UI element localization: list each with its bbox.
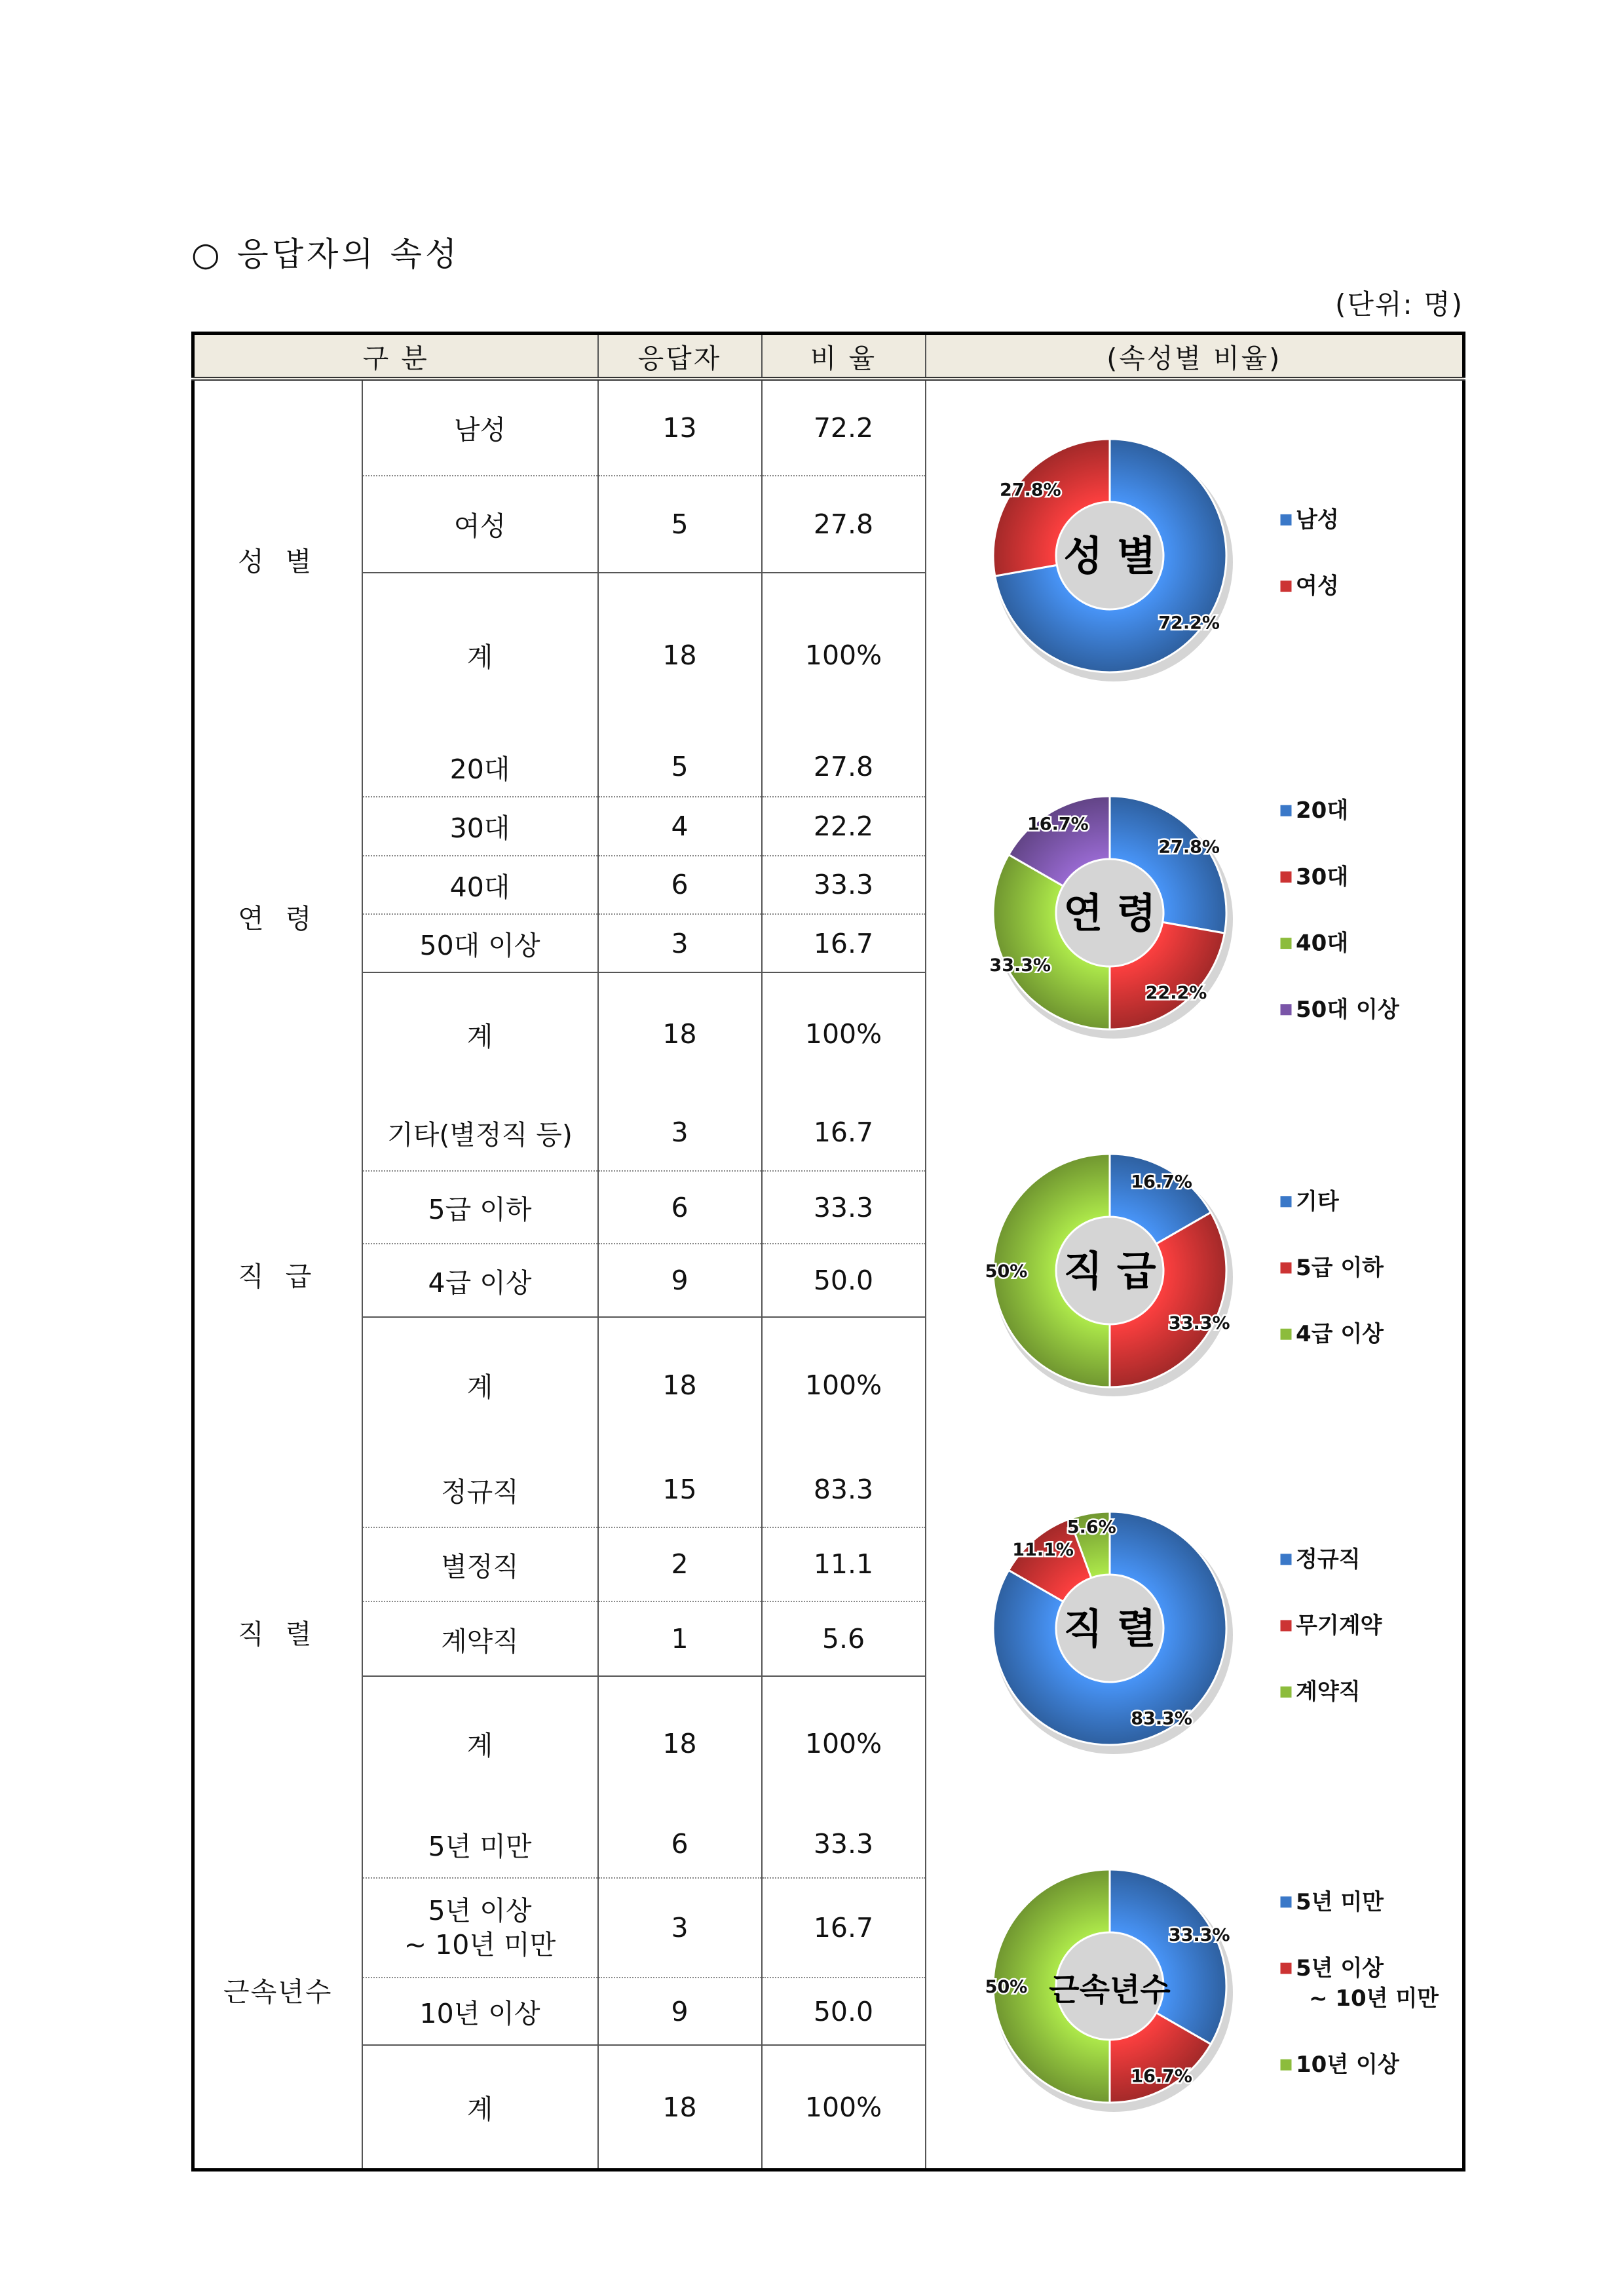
legend-swatch [1280, 1328, 1292, 1340]
row-ratio: 83.3 [762, 1453, 926, 1527]
legend-label: 10년 이상 [1295, 2052, 1399, 2078]
total-label: 계 [362, 2045, 598, 2170]
legend-label: 20대 [1295, 797, 1348, 824]
legend-label: 여성 [1295, 573, 1339, 600]
donut-data-label: 22.2% [1145, 983, 1207, 1004]
row-count: 13 [598, 379, 762, 476]
row-label: 별정직 [362, 1527, 598, 1602]
legend-swatch [1280, 1554, 1292, 1565]
total-ratio: 100% [762, 573, 926, 737]
row-count: 3 [598, 914, 762, 972]
total-count: 18 [598, 1317, 762, 1453]
row-ratio: 16.7 [762, 1878, 926, 1978]
donut-data-label: 33.3% [1168, 1313, 1230, 1334]
legend-label: 남성 [1295, 507, 1339, 533]
row-label: 5년 미만 [362, 1810, 598, 1878]
row-ratio: 22.2 [762, 797, 926, 855]
respondent-attributes-table [191, 332, 1465, 2172]
legend-swatch [1280, 514, 1292, 526]
row-label: 남성 [362, 379, 598, 476]
table-row [193, 379, 1464, 476]
table-row [193, 1810, 1464, 1878]
header-category: 구 분 [193, 334, 598, 379]
row-label: 20대 [362, 737, 598, 797]
table-header-row [193, 334, 1464, 379]
chart-cell-gender [926, 379, 1464, 737]
legend-swatch [1280, 938, 1292, 949]
row-ratio: 27.8 [762, 737, 926, 797]
row-ratio: 33.3 [762, 1171, 926, 1244]
row-count: 6 [598, 1810, 762, 1878]
row-label-line: 5년 이상 [428, 1895, 532, 1927]
legend-swatch [1280, 581, 1292, 592]
row-count: 6 [598, 856, 762, 914]
legend-swatch [1280, 1686, 1292, 1698]
legend-label: 40대 [1295, 930, 1348, 957]
total-label: 계 [362, 972, 598, 1095]
donut-data-label: 83.3% [1131, 1708, 1192, 1729]
chart-cell-job-series [926, 1453, 1464, 1810]
total-count: 18 [598, 573, 762, 737]
table-row [193, 1095, 1464, 1171]
chart-cell-tenure [926, 1810, 1464, 2170]
row-ratio: 16.7 [762, 1095, 926, 1171]
table-row [193, 1453, 1464, 1527]
row-label: 10년 이상 [362, 1978, 598, 2045]
legend-label: 기타 [1295, 1188, 1339, 1215]
row-label: 4급 이상 [362, 1244, 598, 1317]
donut-chart-gender [926, 381, 1462, 731]
legend-swatch [1280, 871, 1292, 883]
category-age: 연 령 [193, 737, 362, 1095]
row-count: 3 [598, 1095, 762, 1171]
row-count: 5 [598, 737, 762, 797]
row-count: 9 [598, 1244, 762, 1317]
donut-data-label: 16.7% [1131, 2066, 1192, 2087]
donut-data-label: 5.6% [1067, 1517, 1116, 1538]
row-label: 5급 이하 [362, 1171, 598, 1244]
row-label: 계약직 [362, 1601, 598, 1676]
row-label: 기타(별정직 등) [362, 1095, 598, 1171]
donut-chart-rank [926, 1095, 1462, 1446]
legend-label: 5년 이상 [1295, 1955, 1384, 1981]
row-ratio: 50.0 [762, 1244, 926, 1317]
row-label: 여성 [362, 476, 598, 573]
header-count: 응답자 [598, 334, 762, 379]
legend-swatch [1280, 805, 1292, 816]
header-ratio: 비 율 [762, 334, 926, 379]
chart-cell-rank [926, 1095, 1464, 1453]
total-ratio: 100% [762, 2045, 926, 2170]
donut-data-label: 27.8% [999, 480, 1061, 501]
total-count: 18 [598, 972, 762, 1095]
row-ratio: 33.3 [762, 856, 926, 914]
unit-note: (단위: 명) [1335, 288, 1463, 320]
row-ratio: 72.2 [762, 379, 926, 476]
table-row [193, 737, 1464, 797]
legend-swatch [1280, 1896, 1292, 1908]
header-chart: (속성별 비율) [926, 334, 1464, 379]
total-ratio: 100% [762, 1317, 926, 1453]
donut-data-label: 27.8% [1158, 837, 1220, 858]
total-count: 18 [598, 1676, 762, 1810]
total-ratio: 100% [762, 1676, 926, 1810]
donut-center-title: 연 령 [1063, 889, 1156, 937]
total-label: 계 [362, 1676, 598, 1810]
total-ratio: 100% [762, 972, 926, 1095]
row-ratio: 16.7 [762, 914, 926, 972]
legend-label: 정규직 [1295, 1546, 1361, 1573]
legend-swatch [1280, 1004, 1292, 1016]
row-count: 4 [598, 797, 762, 855]
category-rank: 직 급 [193, 1095, 362, 1453]
row-label-line: ~ 10년 미만 [404, 1929, 556, 1961]
legend-label: 30대 [1295, 864, 1348, 890]
legend-swatch [1280, 1962, 1292, 1974]
legend-swatch [1280, 1620, 1292, 1632]
total-label: 계 [362, 573, 598, 737]
row-label: 30대 [362, 797, 598, 855]
legend-label: 계약직 [1295, 1679, 1361, 1706]
legend-swatch [1280, 1196, 1292, 1208]
row-count: 15 [598, 1453, 762, 1527]
chart-cell-age [926, 737, 1464, 1095]
donut-chart-job-series [926, 1453, 1462, 1804]
row-label [362, 1878, 598, 1978]
total-count: 18 [598, 2045, 762, 2170]
donut-data-label: 50% [985, 1977, 1028, 1997]
row-label: 정규직 [362, 1453, 598, 1527]
row-ratio: 33.3 [762, 1810, 926, 1878]
donut-center-title: 근속년수 [1049, 1972, 1171, 2008]
legend-swatch [1280, 2059, 1292, 2071]
row-count: 1 [598, 1601, 762, 1676]
donut-data-label: 11.1% [1012, 1540, 1074, 1561]
row-ratio: 11.1 [762, 1527, 926, 1602]
legend-label: 5급 이하 [1295, 1255, 1384, 1281]
row-count: 2 [598, 1527, 762, 1602]
row-count: 9 [598, 1978, 762, 2045]
donut-data-label: 16.7% [1131, 1172, 1192, 1193]
row-label: 40대 [362, 856, 598, 914]
donut-center-title: 직 렬 [1063, 1605, 1156, 1653]
row-ratio: 27.8 [762, 476, 926, 573]
section-heading: ○ 응답자의 속성 [191, 235, 461, 273]
legend-label: 50대 이상 [1295, 996, 1399, 1023]
legend-label: 4급 이상 [1295, 1321, 1384, 1348]
donut-data-label: 16.7% [1027, 814, 1089, 835]
legend-swatch [1280, 1262, 1292, 1274]
row-ratio: 5.6 [762, 1601, 926, 1676]
category-job-series: 직 렬 [193, 1453, 362, 1810]
donut-chart-tenure [926, 1810, 1462, 2162]
row-ratio: 50.0 [762, 1978, 926, 2045]
donut-chart-age [926, 737, 1462, 1088]
total-label: 계 [362, 1317, 598, 1453]
donut-data-label: 72.2% [1158, 613, 1220, 634]
legend-label: 5년 미만 [1295, 1888, 1384, 1915]
row-count: 3 [598, 1878, 762, 1978]
category-tenure: 근속년수 [193, 1810, 362, 2170]
legend-label: 무기계약 [1295, 1613, 1382, 1639]
donut-data-label: 33.3% [989, 955, 1051, 976]
donut-center-title: 성 별 [1063, 532, 1156, 580]
legend-label: ~ 10년 미만 [1308, 1985, 1439, 2012]
row-count: 6 [598, 1171, 762, 1244]
category-gender: 성 별 [193, 379, 362, 737]
donut-data-label: 50% [985, 1261, 1028, 1282]
row-label: 50대 이상 [362, 914, 598, 972]
row-count: 5 [598, 476, 762, 573]
donut-data-label: 33.3% [1168, 1924, 1230, 1945]
donut-center-title: 직 급 [1063, 1247, 1156, 1295]
